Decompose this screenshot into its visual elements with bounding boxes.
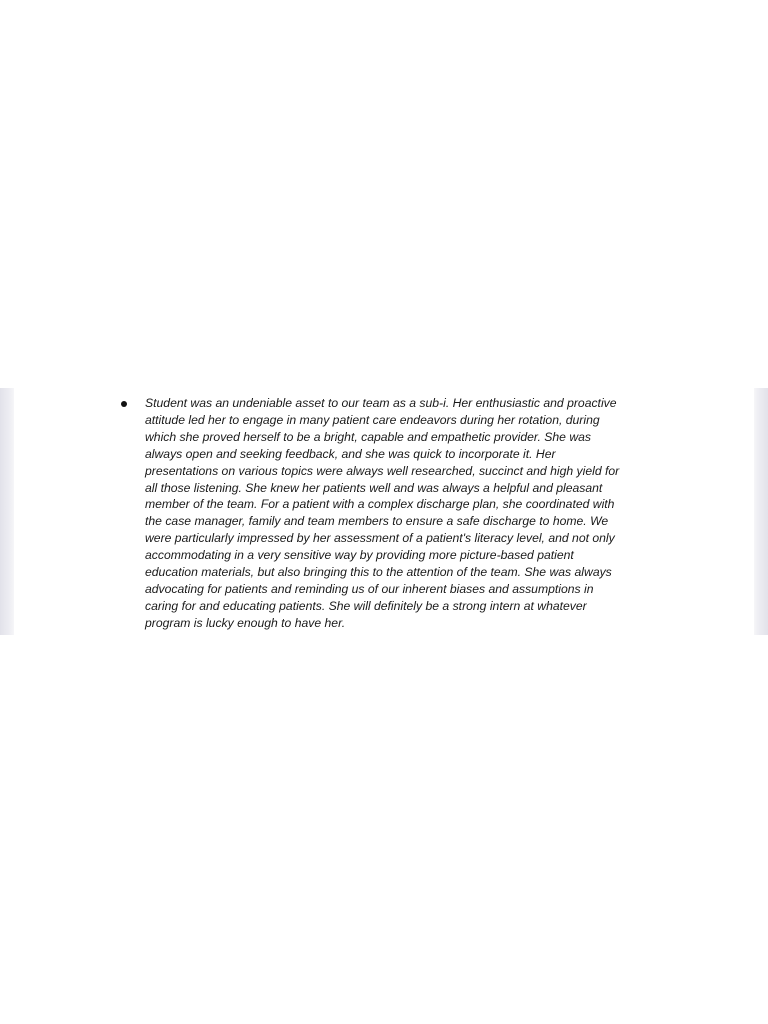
left-page-edge [0,388,14,635]
paragraph-line: always open and seeking feedback, and she was quick to incorporate it. Her [145,446,556,461]
paragraph-line: advocating for patients and reminding us of our inherent biases and assumptions in [145,581,594,596]
paragraph-line: were particularly impressed by her assessment of a patient's literacy level, and not only [145,531,615,546]
paragraph-line: caring for and educating patients. She will definitely be a strong intern at whatever [145,598,587,613]
bullet-icon [121,401,127,407]
paragraph-line: presentations on various topics were always well researched, succinct and high yield for [145,463,620,478]
paragraph-line: education materials, but also bringing this to the attention of the team. She was always [145,565,612,580]
paragraph-line: which she proved herself to be a bright, capable and empathetic provider. She was [145,429,592,444]
bullet-paragraph [145,395,666,632]
document-excerpt [0,388,768,635]
paragraph-line: program is lucky enough to have her. [145,615,346,630]
paragraph-line: member of the team. For a patient with a complex discharge plan, she coordinated with [145,497,615,512]
paragraph-line: Student was an undeniable asset to our team as a sub-i. Her enthusiastic and proactive [145,396,617,410]
paragraph-line: the case manager, family and team members to ensure a safe discharge to home. We [145,514,609,529]
paragraph-line: all those listening. She knew her patients well and was always a helpful and pleasant [145,480,603,495]
paragraph-line: accommodating in a very sensitive way by providing more picture-based patient [145,548,574,563]
paragraph-line: attitude led her to engage in many patient care endeavors during her rotation, during [145,412,600,427]
right-page-edge [754,388,768,635]
